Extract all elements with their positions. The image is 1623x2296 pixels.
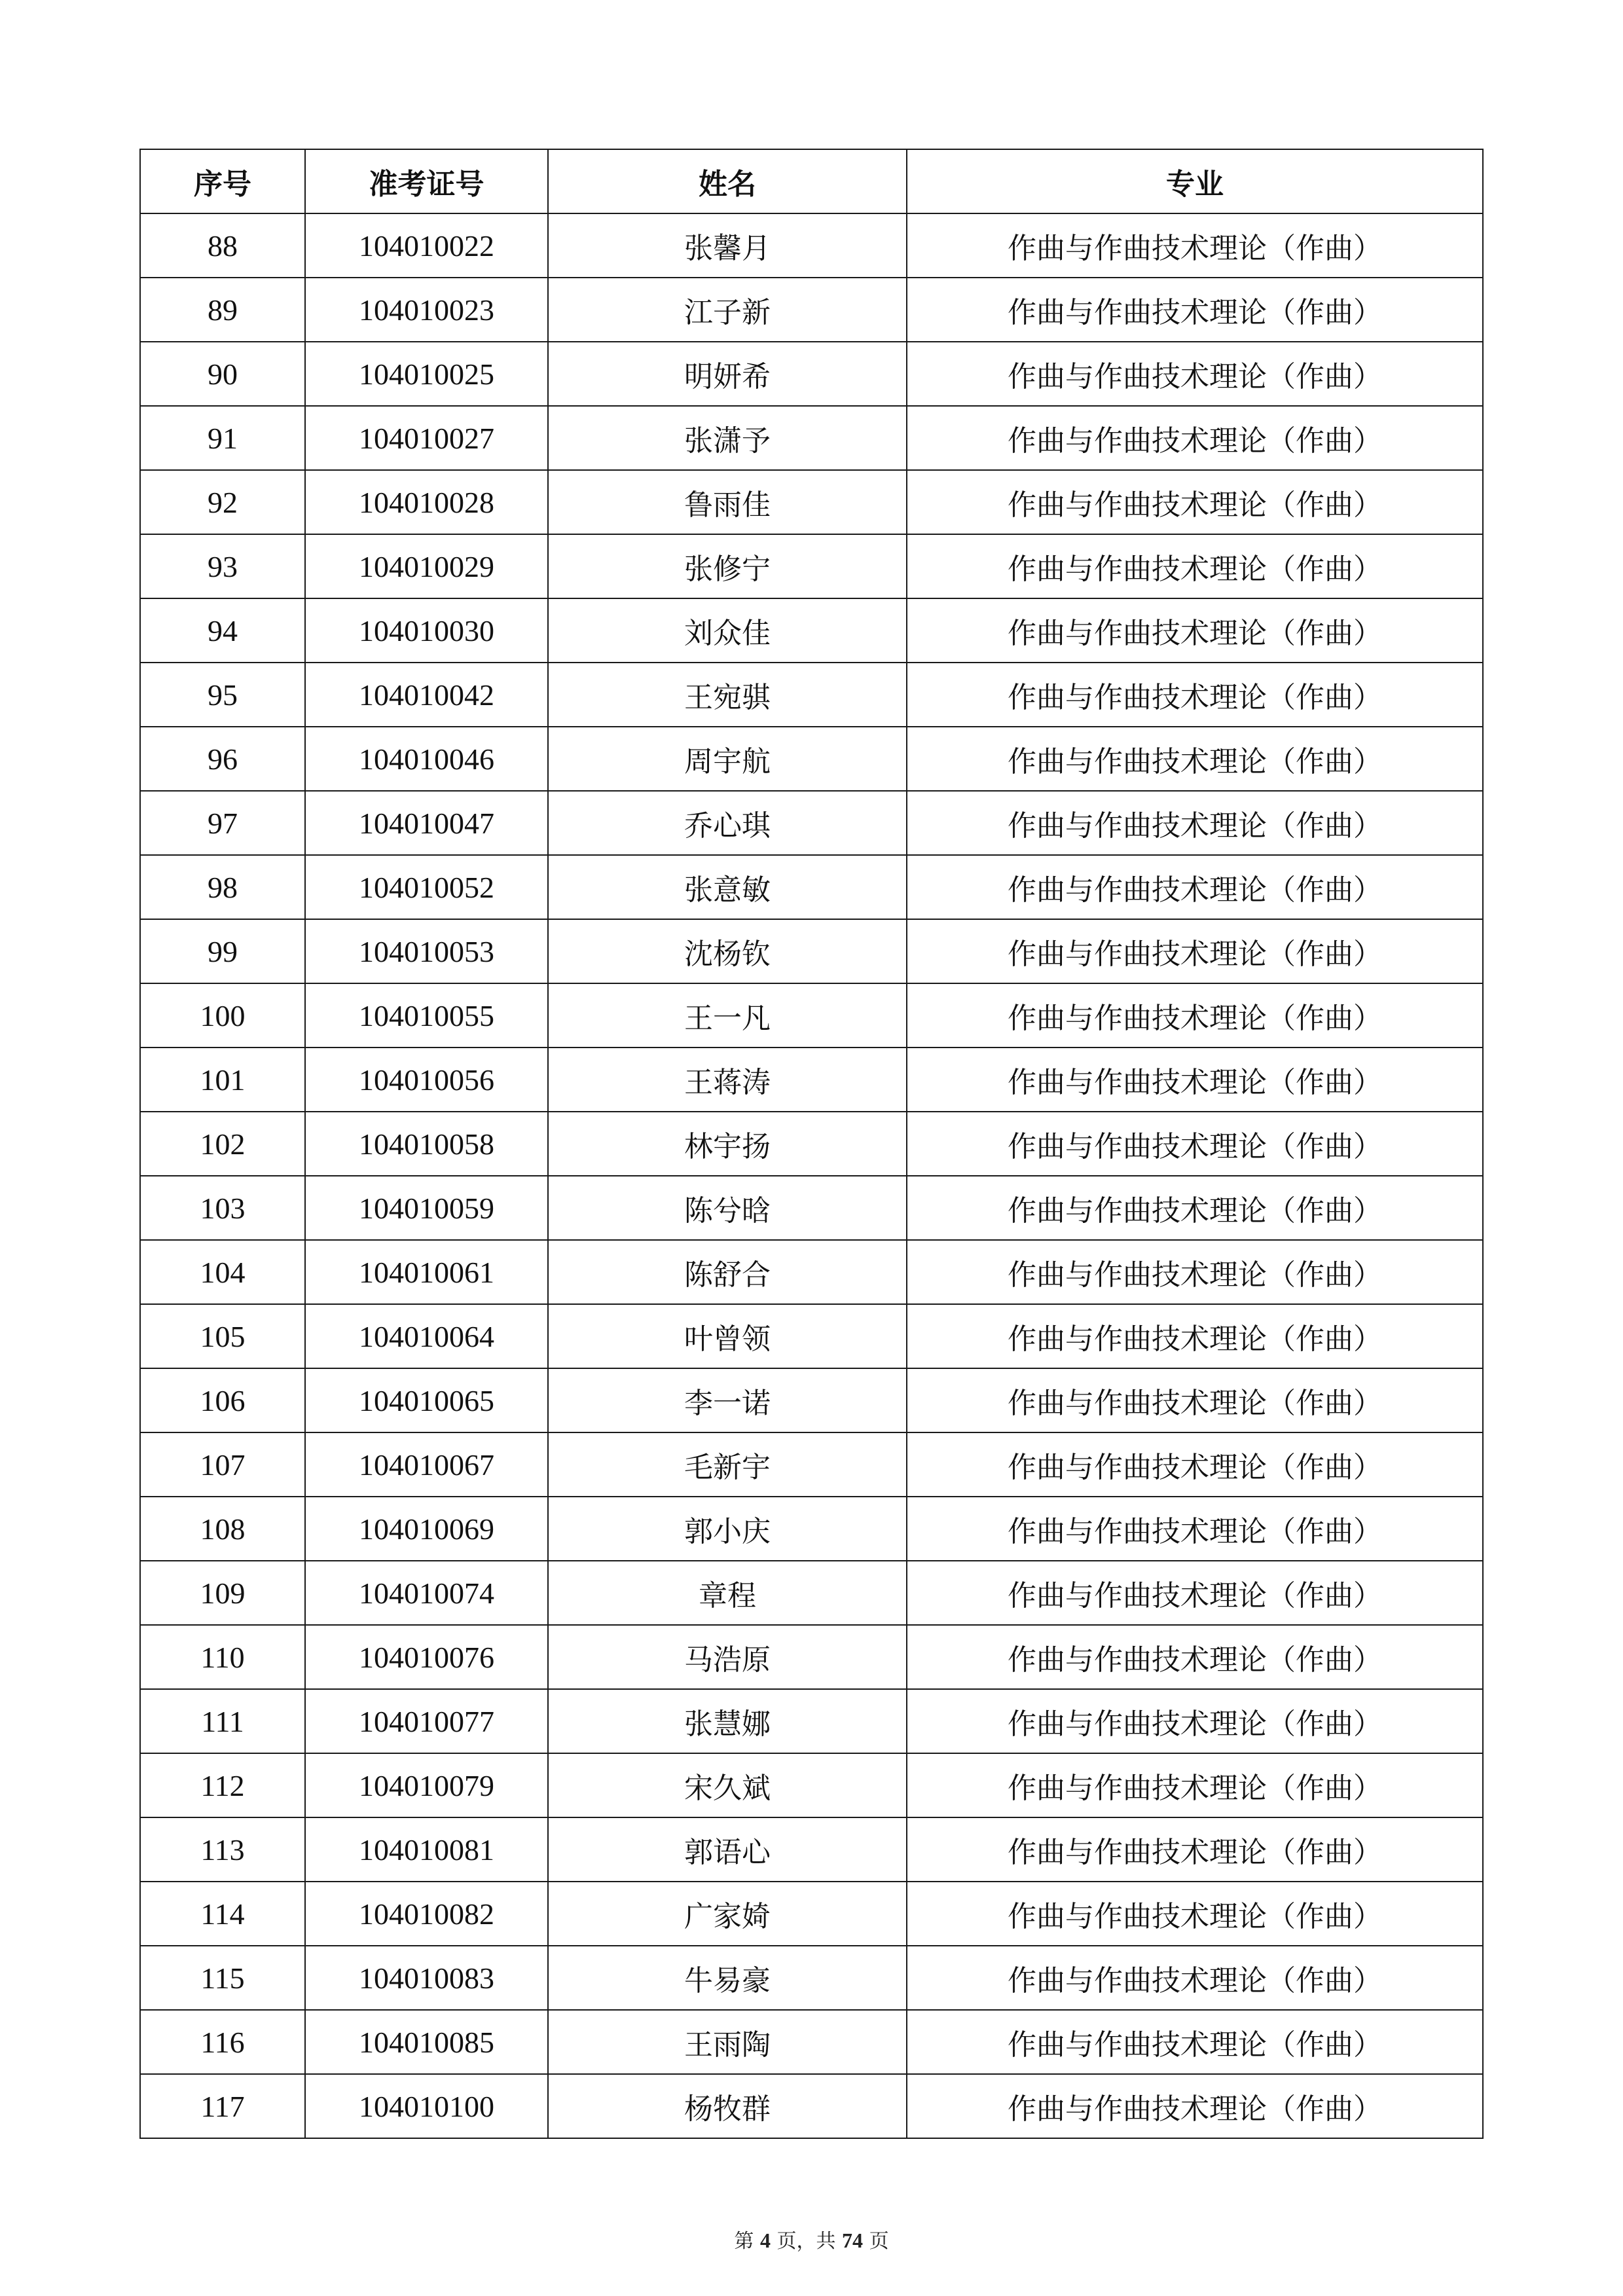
cell-seq: 106 [140, 1368, 305, 1432]
header-seq: 序号 [140, 149, 305, 213]
cell-name: 林宇扬 [548, 1112, 907, 1176]
cell-exam-id: 104010028 [305, 470, 548, 534]
cell-major: 作曲与作曲技术理论（作曲） [907, 1946, 1483, 2010]
cell-name: 张潇予 [548, 406, 907, 470]
cell-name: 张馨月 [548, 213, 907, 278]
cell-exam-id: 104010047 [305, 791, 548, 855]
cell-exam-id: 104010076 [305, 1625, 548, 1689]
cell-name: 毛新宇 [548, 1432, 907, 1497]
cell-seq: 112 [140, 1753, 305, 1817]
cell-exam-id: 104010023 [305, 278, 548, 342]
cell-name: 陈兮晗 [548, 1176, 907, 1240]
cell-major: 作曲与作曲技术理论（作曲） [907, 727, 1483, 791]
candidate-table [139, 149, 1484, 2139]
cell-exam-id: 104010052 [305, 855, 548, 919]
table-row [140, 534, 1483, 598]
cell-name: 王雨陶 [548, 2010, 907, 2074]
cell-seq: 104 [140, 1240, 305, 1304]
cell-seq: 110 [140, 1625, 305, 1689]
cell-seq: 114 [140, 1882, 305, 1946]
cell-seq: 90 [140, 342, 305, 406]
cell-exam-id: 104010027 [305, 406, 548, 470]
cell-major: 作曲与作曲技术理论（作曲） [907, 598, 1483, 663]
cell-seq: 93 [140, 534, 305, 598]
cell-name: 乔心琪 [548, 791, 907, 855]
cell-major: 作曲与作曲技术理论（作曲） [907, 1817, 1483, 1882]
cell-name: 陈舒合 [548, 1240, 907, 1304]
cell-exam-id: 104010059 [305, 1176, 548, 1240]
table-row [140, 983, 1483, 1048]
cell-exam-id: 104010067 [305, 1432, 548, 1497]
cell-major: 作曲与作曲技术理论（作曲） [907, 1882, 1483, 1946]
cell-exam-id: 104010061 [305, 1240, 548, 1304]
cell-major: 作曲与作曲技术理论（作曲） [907, 1625, 1483, 1689]
cell-exam-id: 104010079 [305, 1753, 548, 1817]
cell-name: 叶曾领 [548, 1304, 907, 1368]
cell-name: 李一诺 [548, 1368, 907, 1432]
footer-total-pages: 74 [842, 2229, 864, 2252]
table-row [140, 1753, 1483, 1817]
cell-major: 作曲与作曲技术理论（作曲） [907, 855, 1483, 919]
cell-name: 牛易豪 [548, 1946, 907, 2010]
cell-exam-id: 104010082 [305, 1882, 548, 1946]
cell-major: 作曲与作曲技术理论（作曲） [907, 1561, 1483, 1625]
table-row [140, 2010, 1483, 2074]
table-row [140, 663, 1483, 727]
cell-exam-id: 104010077 [305, 1689, 548, 1753]
cell-seq: 94 [140, 598, 305, 663]
cell-name: 郭语心 [548, 1817, 907, 1882]
cell-exam-id: 104010083 [305, 1946, 548, 2010]
cell-name: 马浩原 [548, 1625, 907, 1689]
cell-seq: 91 [140, 406, 305, 470]
table-row [140, 598, 1483, 663]
table-row [140, 1882, 1483, 1946]
cell-seq: 102 [140, 1112, 305, 1176]
table-row [140, 855, 1483, 919]
cell-major: 作曲与作曲技术理论（作曲） [907, 919, 1483, 983]
cell-major: 作曲与作曲技术理论（作曲） [907, 791, 1483, 855]
cell-seq: 108 [140, 1497, 305, 1561]
cell-name: 周宇航 [548, 727, 907, 791]
cell-major: 作曲与作曲技术理论（作曲） [907, 1304, 1483, 1368]
cell-major: 作曲与作曲技术理论（作曲） [907, 342, 1483, 406]
cell-name: 杨牧群 [548, 2074, 907, 2138]
cell-exam-id: 104010064 [305, 1304, 548, 1368]
table-row [140, 342, 1483, 406]
cell-seq: 115 [140, 1946, 305, 2010]
table-row [140, 1048, 1483, 1112]
table-row [140, 278, 1483, 342]
page-footer [0, 2225, 1623, 2253]
cell-seq: 96 [140, 727, 305, 791]
cell-name: 宋久斌 [548, 1753, 907, 1817]
cell-name: 郭小庆 [548, 1497, 907, 1561]
cell-name: 沈杨钦 [548, 919, 907, 983]
cell-seq: 117 [140, 2074, 305, 2138]
cell-major: 作曲与作曲技术理论（作曲） [907, 1432, 1483, 1497]
table-row [140, 727, 1483, 791]
cell-name: 王宛骐 [548, 663, 907, 727]
table-row [140, 1497, 1483, 1561]
table-row [140, 1432, 1483, 1497]
cell-name: 张意敏 [548, 855, 907, 919]
table-row [140, 1112, 1483, 1176]
table-row [140, 919, 1483, 983]
cell-name: 张修宁 [548, 534, 907, 598]
footer-prefix: 第 [734, 2230, 754, 2253]
cell-name: 鲁雨佳 [548, 470, 907, 534]
cell-major: 作曲与作曲技术理论（作曲） [907, 470, 1483, 534]
cell-exam-id: 104010058 [305, 1112, 548, 1176]
cell-name: 广家婍 [548, 1882, 907, 1946]
footer-suffix: 页 [869, 2230, 889, 2253]
cell-major: 作曲与作曲技术理论（作曲） [907, 213, 1483, 278]
cell-major: 作曲与作曲技术理论（作曲） [907, 2010, 1483, 2074]
table-row [140, 1240, 1483, 1304]
cell-seq: 105 [140, 1304, 305, 1368]
cell-name: 张慧娜 [548, 1689, 907, 1753]
cell-exam-id: 104010025 [305, 342, 548, 406]
cell-exam-id: 104010085 [305, 2010, 548, 2074]
cell-seq: 111 [140, 1689, 305, 1753]
cell-major: 作曲与作曲技术理论（作曲） [907, 1368, 1483, 1432]
cell-seq: 107 [140, 1432, 305, 1497]
header-major: 专业 [907, 149, 1483, 213]
cell-exam-id: 104010030 [305, 598, 548, 663]
cell-major: 作曲与作曲技术理论（作曲） [907, 1497, 1483, 1561]
cell-major: 作曲与作曲技术理论（作曲） [907, 2074, 1483, 2138]
cell-exam-id: 104010042 [305, 663, 548, 727]
cell-name: 刘众佳 [548, 598, 907, 663]
cell-exam-id: 104010053 [305, 919, 548, 983]
cell-seq: 92 [140, 470, 305, 534]
cell-major: 作曲与作曲技术理论（作曲） [907, 1753, 1483, 1817]
cell-exam-id: 104010069 [305, 1497, 548, 1561]
cell-seq: 109 [140, 1561, 305, 1625]
table-row [140, 1625, 1483, 1689]
cell-name: 江子新 [548, 278, 907, 342]
cell-exam-id: 104010055 [305, 983, 548, 1048]
table-row [140, 470, 1483, 534]
cell-exam-id: 104010074 [305, 1561, 548, 1625]
cell-seq: 103 [140, 1176, 305, 1240]
cell-seq: 97 [140, 791, 305, 855]
header-name: 姓名 [548, 149, 907, 213]
table-row [140, 1817, 1483, 1882]
cell-name: 章程 [548, 1561, 907, 1625]
table-row [140, 1304, 1483, 1368]
header-exam-id: 准考证号 [305, 149, 548, 213]
cell-name: 王一凡 [548, 983, 907, 1048]
cell-seq: 100 [140, 983, 305, 1048]
cell-major: 作曲与作曲技术理论（作曲） [907, 1689, 1483, 1753]
table-row [140, 1689, 1483, 1753]
cell-seq: 89 [140, 278, 305, 342]
cell-name: 王蒋涛 [548, 1048, 907, 1112]
cell-seq: 95 [140, 663, 305, 727]
cell-major: 作曲与作曲技术理论（作曲） [907, 1048, 1483, 1112]
table-row [140, 1946, 1483, 2010]
table-row [140, 1368, 1483, 1432]
cell-major: 作曲与作曲技术理论（作曲） [907, 278, 1483, 342]
cell-major: 作曲与作曲技术理论（作曲） [907, 663, 1483, 727]
cell-seq: 113 [140, 1817, 305, 1882]
table-row [140, 1176, 1483, 1240]
cell-seq: 98 [140, 855, 305, 919]
table-body [140, 213, 1483, 2138]
cell-exam-id: 104010029 [305, 534, 548, 598]
cell-exam-id: 104010081 [305, 1817, 548, 1882]
table-row [140, 1561, 1483, 1625]
cell-major: 作曲与作曲技术理论（作曲） [907, 1240, 1483, 1304]
footer-page-number: 4 [759, 2229, 771, 2252]
table-row [140, 406, 1483, 470]
cell-major: 作曲与作曲技术理论（作曲） [907, 1112, 1483, 1176]
cell-exam-id: 104010100 [305, 2074, 548, 2138]
cell-major: 作曲与作曲技术理论（作曲） [907, 1176, 1483, 1240]
cell-seq: 88 [140, 213, 305, 278]
cell-major: 作曲与作曲技术理论（作曲） [907, 534, 1483, 598]
cell-seq: 116 [140, 2010, 305, 2074]
cell-seq: 101 [140, 1048, 305, 1112]
cell-major: 作曲与作曲技术理论（作曲） [907, 983, 1483, 1048]
cell-exam-id: 104010046 [305, 727, 548, 791]
cell-exam-id: 104010056 [305, 1048, 548, 1112]
cell-seq: 99 [140, 919, 305, 983]
table-row [140, 2074, 1483, 2138]
cell-exam-id: 104010022 [305, 213, 548, 278]
cell-name: 明妍希 [548, 342, 907, 406]
cell-major: 作曲与作曲技术理论（作曲） [907, 406, 1483, 470]
footer-middle: 页，共 [776, 2230, 836, 2253]
table-header-row [140, 149, 1483, 213]
table-row [140, 791, 1483, 855]
cell-exam-id: 104010065 [305, 1368, 548, 1432]
table-row [140, 213, 1483, 278]
